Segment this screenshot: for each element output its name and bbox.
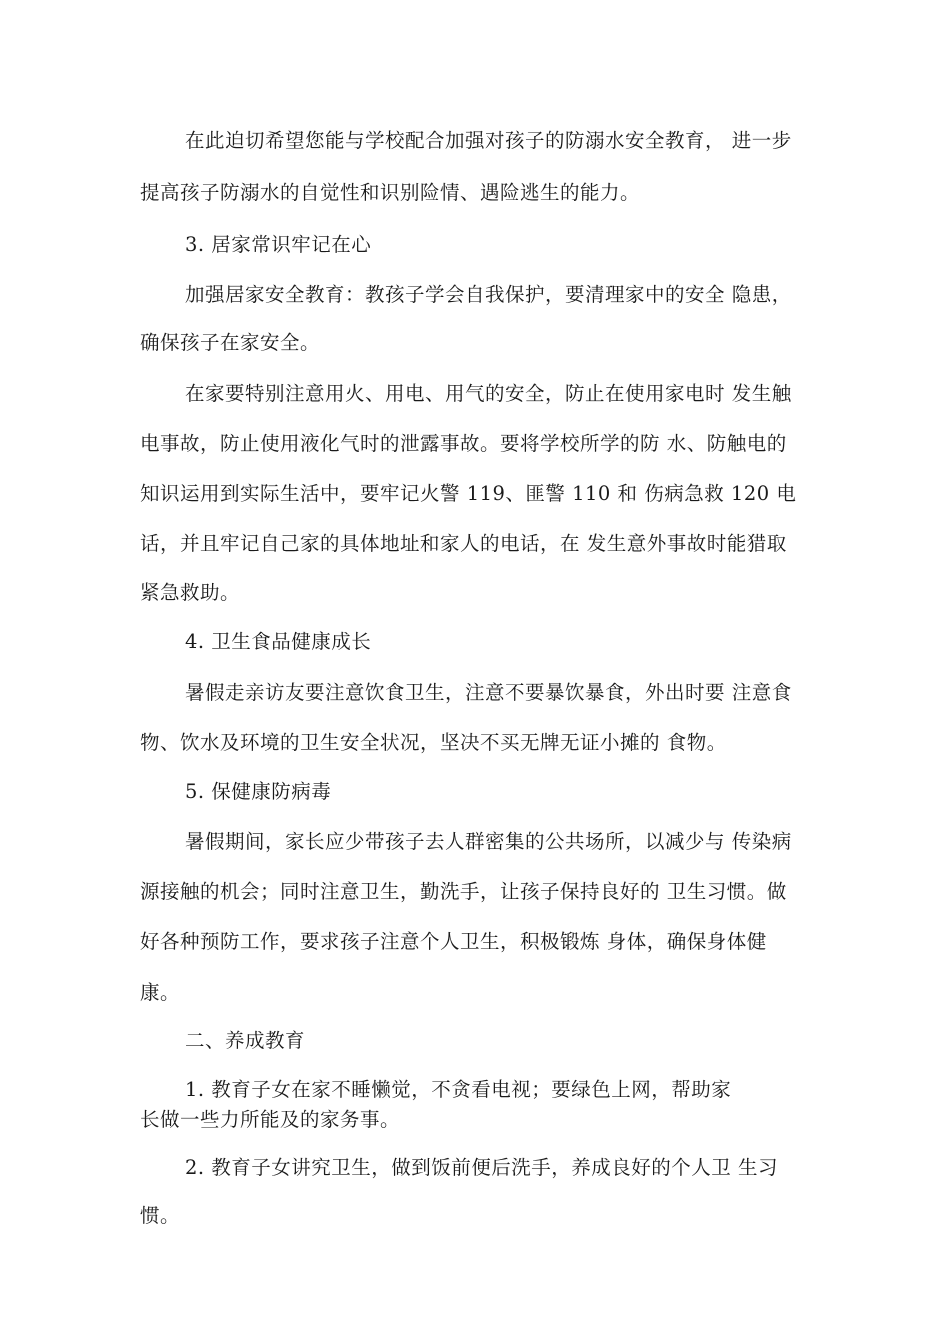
paragraph-line-4: 加强居家安全教育：教孩子学会自我保护，要清理家中的安全 隐患， [185,283,792,306]
paragraph-line-7: 电事故，防止使用液化气时的泄露事故。要将学校所学的防 水、防触电的 [140,432,787,455]
paragraph-line-5: 确保孩子在家安全。 [140,331,321,354]
section-heading-3: 3. 居家常识牢记在心 [185,233,372,256]
section-heading-5: 5. 保健康防病毒 [185,780,332,803]
paragraph-line-12: 暑假走亲访友要注意饮食卫生，注意不要暴饮暴食，外出时要 注意食 [185,681,792,704]
list-item-1-line-1: 1. 教育子女在家不睡懒觉，不贪看电视；要绿色上网，帮助家 [185,1078,732,1101]
paragraph-line-18: 康。 [140,981,181,1004]
list-item-2-line-2: 惯。 [140,1204,181,1227]
section-heading-4: 4. 卫生食品健康成长 [185,630,372,653]
list-item-1-line-2: 长做一些力所能及的家务事。 [140,1108,401,1131]
paragraph-line-1: 在此迫切希望您能与学校配合加强对孩子的防溺水安全教育， 进一步 [185,129,792,152]
paragraph-line-6: 在家要特别注意用火、用电、用气的安全，防止在使用家电时 发生触 [185,382,792,405]
list-item-2-line-1: 2. 教育子女讲究卫生，做到饭前便后洗手，养成良好的个人卫 生习 [185,1156,779,1179]
paragraph-line-13: 物、饮水及环境的卫生安全状况，坚决不买无牌无证小摊的 食物。 [140,731,727,754]
paragraph-line-15: 暑假期间，家长应少带孩子去人群密集的公共场所，以减少与 传染病 [185,830,792,853]
section-heading-habits: 二、养成教育 [185,1029,306,1052]
paragraph-line-17: 好各种预防工作，要求孩子注意个人卫生，积极锻炼 身体，确保身体健 [140,930,767,953]
paragraph-line-16: 源接触的机会；同时注意卫生，勤洗手，让孩子保持良好的 卫生习惯。做 [140,880,787,903]
paragraph-line-8: 知识运用到实际生活中，要牢记火警 119、匪警 110 和 伤病急救 120 电 [140,482,797,505]
paragraph-line-9: 话，并且牢记自己家的具体地址和家人的电话，在 发生意外事故时能猎取 [140,532,787,555]
paragraph-line-2: 提高孩子防溺水的自觉性和识别险情、遇险逃生的能力。 [140,181,641,204]
paragraph-line-10: 紧急救助。 [140,581,241,604]
